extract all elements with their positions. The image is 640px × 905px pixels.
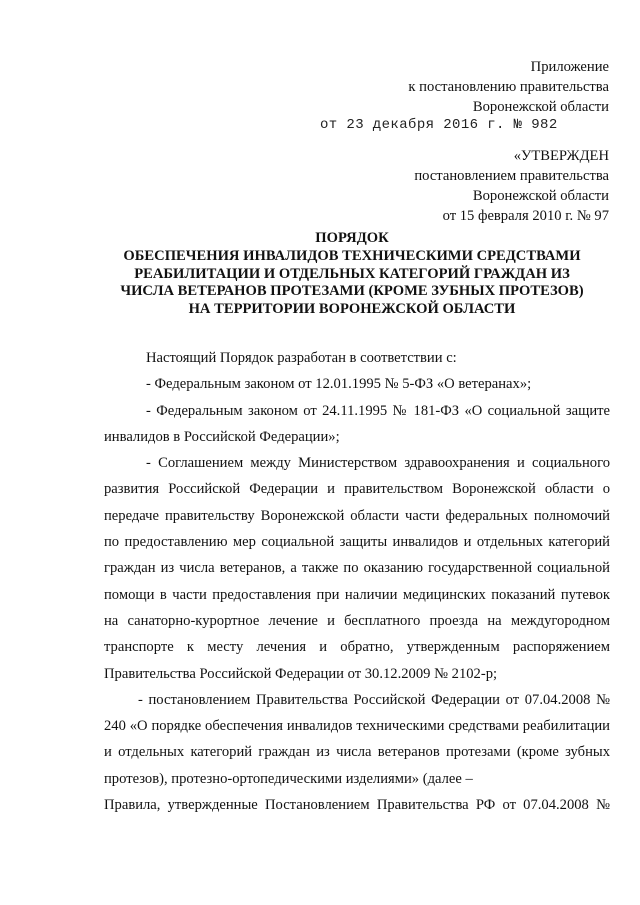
- appendix-line-2: к постановлению правительства: [408, 79, 609, 95]
- approval-line-1: «УТВЕРЖДЕН: [513, 148, 609, 164]
- title-line-5: НА ТЕРРИТОРИИ ВОРОНЕЖСКОЙ ОБЛАСТИ: [188, 301, 516, 318]
- document-title: [92, 230, 612, 319]
- list-item-resolution: - постановлением Правительства Российской Федерации от 07.04.2008 № 240 «О порядке обеспечения инвалидов техническими средствами реабилитации и отдельных категорий граждан из числа ветеранов протезами (кроме зубных протезов), протезно-ортопедическими изделиями» (далее –: [104, 691, 610, 787]
- list-item-agreement: - Соглашением между Министерством здравоохранения и социального развития Российской Федерации и правительством Воронежской области о передаче правительству Воронежской области части федеральных полномочий по предоставлению мер социальной защиты инвалидов и отдельных категорий граждан из числа ветеранов, а также по оказанию государственной социальной помощи в части предоставления при наличии медицинских показаний путевок на санаторно-курортное лечение и бесплатного проезда на междугородном транспорте к месту лечения и обратно, утвержденным распоряжением Правительства Российской Федерации от 30.12.2009 № 2102-р;: [104, 455, 610, 682]
- document-body: [104, 345, 610, 818]
- approval-line-3: Воронежской области: [472, 188, 609, 204]
- intro-paragraph: Настоящий Порядок разработан в соответствии с:: [146, 350, 457, 366]
- title-line-4: ЧИСЛА ВЕТЕРАНОВ ПРОТЕЗАМИ (КРОМЕ ЗУБНЫХ ПРОТЕЗОВ): [120, 283, 584, 300]
- approval-line-2: постановлением правительства: [414, 168, 609, 184]
- title-line-1: ПОРЯДОК: [315, 230, 389, 246]
- appendix-line-3: Воронежской области: [472, 99, 609, 115]
- list-item-resolution-last-line: Правила, утвержденные Постановлением Правительства РФ от 07.04.2008 №: [104, 797, 610, 814]
- list-item-law-disabled: - Федеральным законом от 24.11.1995 № 181-ФЗ «О социальной защите инвалидов в Российской Федерации»;: [104, 402, 610, 445]
- title-line-2: ОБЕСПЕЧЕНИЯ ИНВАЛИДОВ ТЕХНИЧЕСКИМИ СРЕДСТВАМИ: [123, 247, 581, 264]
- date-number-stamp: от 23 декабря 2016 г. № 982: [320, 117, 558, 133]
- list-item-law-veterans: - Федеральным законом от 12.01.1995 № 5-ФЗ «О ветеранах»;: [146, 376, 532, 393]
- appendix-header: [408, 57, 609, 117]
- approval-line-4: от 15 февраля 2010 г. № 97: [442, 208, 609, 224]
- appendix-line-1: Приложение: [530, 59, 609, 75]
- title-line-3: РЕАБИЛИТАЦИИ И ОТДЕЛЬНЫХ КАТЕГОРИЙ ГРАЖДАН ИЗ: [134, 265, 570, 282]
- approval-block: [414, 146, 609, 226]
